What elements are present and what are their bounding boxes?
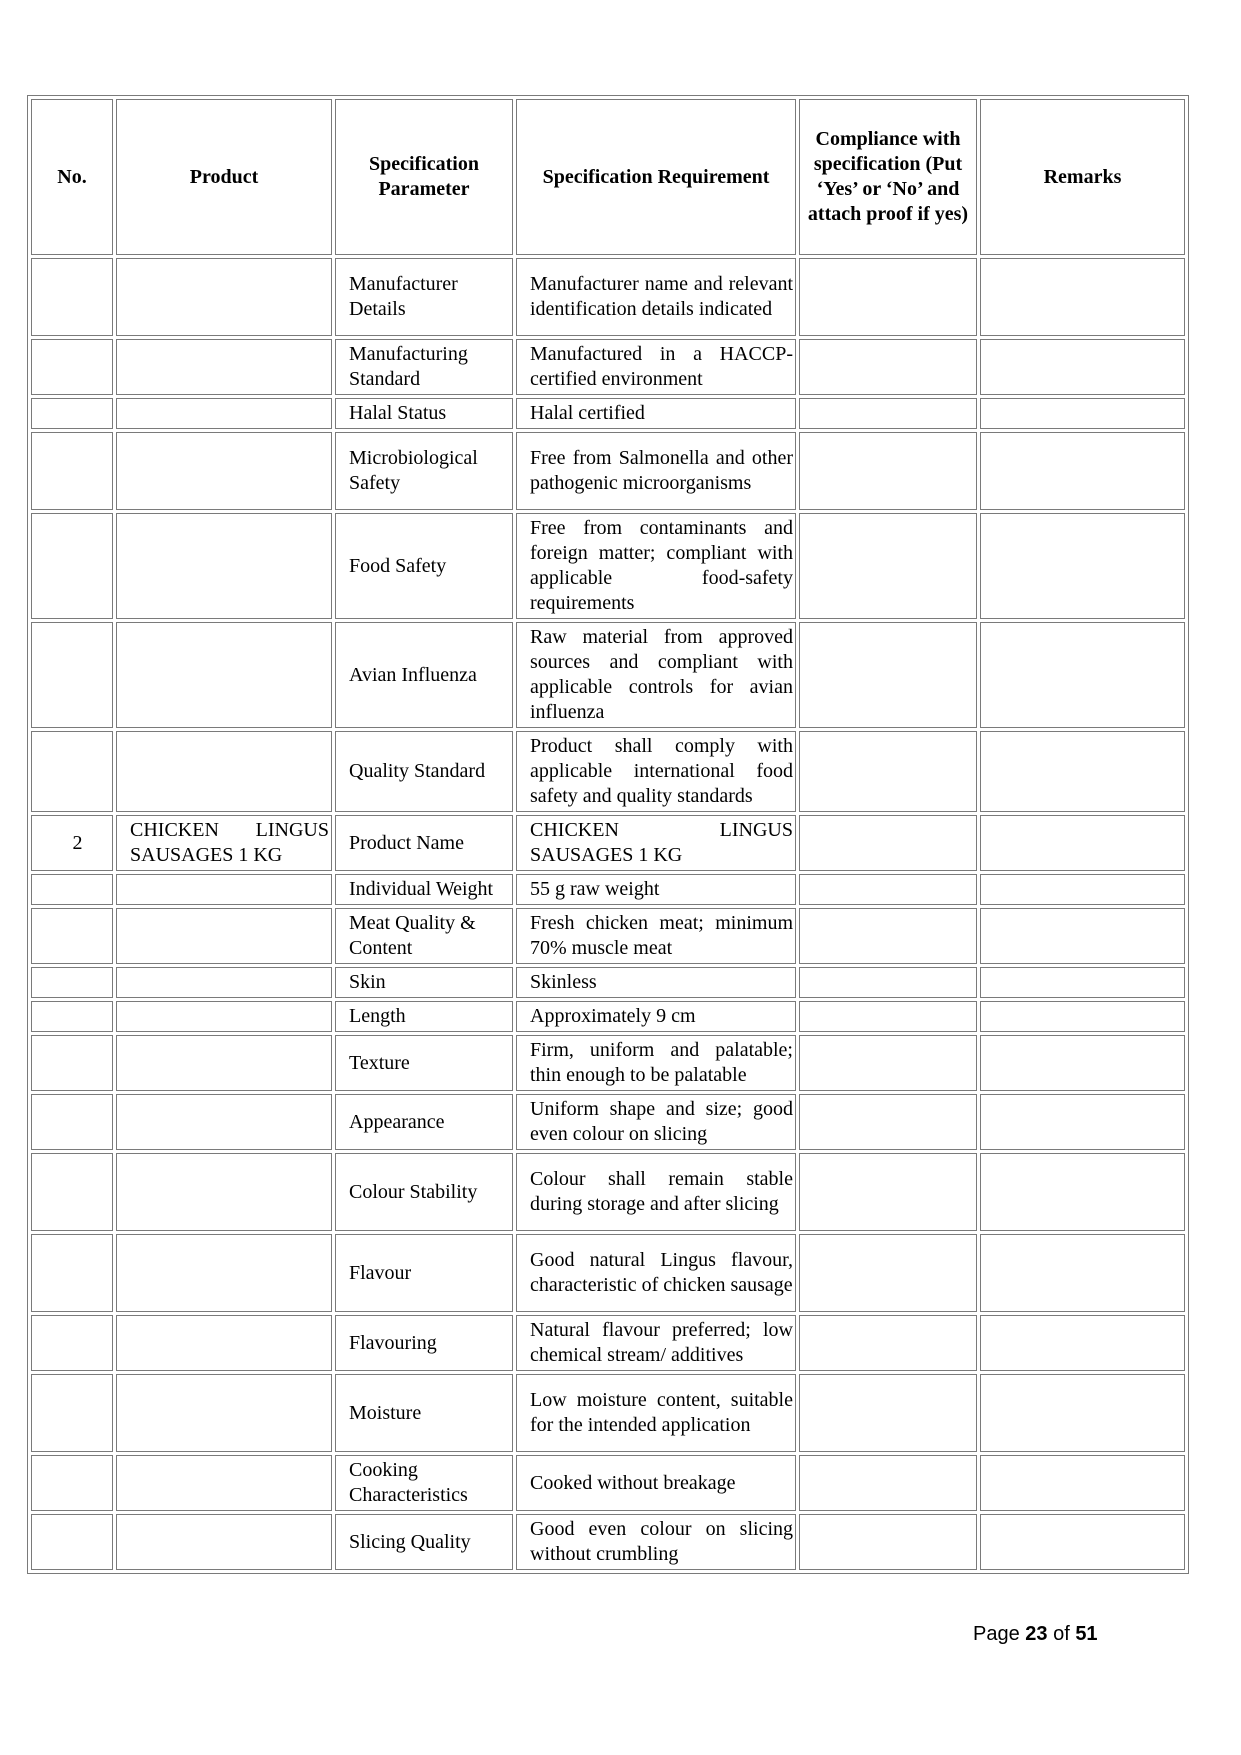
cell-product bbox=[116, 1315, 332, 1371]
cell-compliance bbox=[799, 1455, 977, 1511]
cell-compliance bbox=[799, 398, 977, 429]
cell-requirement: Manufactured in a HACCP-certified environment bbox=[516, 339, 796, 395]
table-body bbox=[31, 258, 1185, 1570]
cell-product: CHICKEN LINGUS SAUSAGES 1 KG bbox=[116, 815, 332, 871]
cell-requirement: Uniform shape and size; good even colour on slicing bbox=[516, 1094, 796, 1150]
cell-product bbox=[116, 513, 332, 619]
cell-parameter: Microbiological Safety bbox=[335, 432, 513, 510]
cell-requirement: Skinless bbox=[516, 967, 796, 998]
cell-parameter: Texture bbox=[335, 1035, 513, 1091]
cell-remarks bbox=[980, 874, 1185, 905]
cell-requirement: Cooked without breakage bbox=[516, 1455, 796, 1511]
table-row bbox=[31, 432, 1185, 510]
cell-product bbox=[116, 432, 332, 510]
cell-parameter: Flavour bbox=[335, 1234, 513, 1312]
cell-compliance bbox=[799, 874, 977, 905]
header-no: No. bbox=[31, 99, 113, 255]
table-row bbox=[31, 513, 1185, 619]
table-row bbox=[31, 1514, 1185, 1570]
table-row bbox=[31, 967, 1185, 998]
header-product: Product bbox=[116, 99, 332, 255]
cell-no: 2 bbox=[31, 815, 113, 871]
cell-product bbox=[116, 1234, 332, 1312]
cell-remarks bbox=[980, 622, 1185, 728]
cell-product bbox=[116, 1035, 332, 1091]
cell-remarks bbox=[980, 1374, 1185, 1452]
cell-no bbox=[31, 1514, 113, 1570]
cell-parameter: Slicing Quality bbox=[335, 1514, 513, 1570]
cell-no bbox=[31, 513, 113, 619]
cell-parameter: Flavouring bbox=[335, 1315, 513, 1371]
cell-parameter: Appearance bbox=[335, 1094, 513, 1150]
cell-compliance bbox=[799, 622, 977, 728]
table-row bbox=[31, 731, 1185, 812]
table-row bbox=[31, 1001, 1185, 1032]
cell-remarks bbox=[980, 398, 1185, 429]
table-row bbox=[31, 1315, 1185, 1371]
cell-remarks bbox=[980, 513, 1185, 619]
cell-parameter: Manufacturer Details bbox=[335, 258, 513, 336]
cell-remarks bbox=[980, 908, 1185, 964]
cell-parameter: Skin bbox=[335, 967, 513, 998]
cell-requirement: Low moisture content, suitable for the intended application bbox=[516, 1374, 796, 1452]
cell-no bbox=[31, 967, 113, 998]
cell-requirement: Raw material from approved sources and compliant with applicable controls for avian influenza bbox=[516, 622, 796, 728]
table-row bbox=[31, 874, 1185, 905]
table-row bbox=[31, 1374, 1185, 1452]
cell-no bbox=[31, 339, 113, 395]
table-row bbox=[31, 1035, 1185, 1091]
footer-total-pages: 51 bbox=[1075, 1623, 1098, 1645]
cell-remarks bbox=[980, 731, 1185, 812]
cell-compliance bbox=[799, 1234, 977, 1312]
cell-requirement: Free from Salmonella and other pathogenic microorganisms bbox=[516, 432, 796, 510]
cell-compliance bbox=[799, 1315, 977, 1371]
cell-no bbox=[31, 1153, 113, 1231]
cell-requirement: CHICKEN LINGUS SAUSAGES 1 KG bbox=[516, 815, 796, 871]
cell-parameter: Manufacturing Standard bbox=[335, 339, 513, 395]
cell-product bbox=[116, 1001, 332, 1032]
table-row bbox=[31, 815, 1185, 871]
cell-requirement: Natural flavour preferred; low chemical stream/ additives bbox=[516, 1315, 796, 1371]
table-row bbox=[31, 1094, 1185, 1150]
cell-compliance bbox=[799, 258, 977, 336]
cell-requirement: Fresh chicken meat; minimum 70% muscle meat bbox=[516, 908, 796, 964]
cell-no bbox=[31, 1455, 113, 1511]
specification-table bbox=[27, 95, 1189, 1574]
cell-no bbox=[31, 1374, 113, 1452]
cell-product bbox=[116, 622, 332, 728]
cell-product bbox=[116, 908, 332, 964]
cell-compliance bbox=[799, 731, 977, 812]
cell-compliance bbox=[799, 339, 977, 395]
cell-no bbox=[31, 398, 113, 429]
cell-parameter: Individual Weight bbox=[335, 874, 513, 905]
cell-product bbox=[116, 874, 332, 905]
header-row bbox=[31, 99, 1185, 255]
cell-remarks bbox=[980, 1234, 1185, 1312]
cell-parameter: Food Safety bbox=[335, 513, 513, 619]
cell-remarks bbox=[980, 815, 1185, 871]
cell-parameter: Colour Stability bbox=[335, 1153, 513, 1231]
cell-remarks bbox=[980, 967, 1185, 998]
cell-requirement: Firm, uniform and palatable; thin enough to be palatable bbox=[516, 1035, 796, 1091]
header-parameter: Specification Parameter bbox=[335, 99, 513, 255]
table-row bbox=[31, 1455, 1185, 1511]
cell-compliance bbox=[799, 1001, 977, 1032]
cell-parameter: Product Name bbox=[335, 815, 513, 871]
table-row bbox=[31, 398, 1185, 429]
table-row bbox=[31, 1234, 1185, 1312]
cell-no bbox=[31, 908, 113, 964]
cell-no bbox=[31, 1001, 113, 1032]
cell-remarks bbox=[980, 1035, 1185, 1091]
cell-product bbox=[116, 1514, 332, 1570]
cell-no bbox=[31, 622, 113, 728]
cell-remarks bbox=[980, 1315, 1185, 1371]
cell-parameter: Length bbox=[335, 1001, 513, 1032]
table-row bbox=[31, 1153, 1185, 1231]
page-footer bbox=[973, 1623, 1098, 1646]
cell-product bbox=[116, 1455, 332, 1511]
cell-parameter: Avian Influenza bbox=[335, 622, 513, 728]
cell-requirement: Colour shall remain stable during storage and after slicing bbox=[516, 1153, 796, 1231]
cell-compliance bbox=[799, 908, 977, 964]
cell-product bbox=[116, 258, 332, 336]
table-row bbox=[31, 258, 1185, 336]
cell-parameter: Moisture bbox=[335, 1374, 513, 1452]
footer-prefix: Page bbox=[973, 1623, 1026, 1645]
cell-compliance bbox=[799, 815, 977, 871]
cell-product bbox=[116, 398, 332, 429]
cell-requirement: Halal certified bbox=[516, 398, 796, 429]
cell-remarks bbox=[980, 1094, 1185, 1150]
cell-product bbox=[116, 339, 332, 395]
cell-no bbox=[31, 874, 113, 905]
cell-remarks bbox=[980, 339, 1185, 395]
header-compliance: Compliance with specification (Put ‘Yes’ or ‘No’ and attach proof if yes) bbox=[799, 99, 977, 255]
cell-remarks bbox=[980, 1455, 1185, 1511]
header-requirement: Specification Requirement bbox=[516, 99, 796, 255]
cell-parameter: Cooking Characteristics bbox=[335, 1455, 513, 1511]
cell-compliance bbox=[799, 967, 977, 998]
cell-no bbox=[31, 731, 113, 812]
cell-product bbox=[116, 731, 332, 812]
cell-remarks bbox=[980, 258, 1185, 336]
cell-requirement: Product shall comply with applicable international food safety and quality standards bbox=[516, 731, 796, 812]
header-remarks: Remarks bbox=[980, 99, 1185, 255]
cell-product bbox=[116, 1094, 332, 1150]
cell-requirement: Good natural Lingus flavour, characteristic of chicken sausage bbox=[516, 1234, 796, 1312]
footer-current-page: 23 bbox=[1025, 1623, 1048, 1645]
cell-no bbox=[31, 258, 113, 336]
cell-parameter: Quality Standard bbox=[335, 731, 513, 812]
cell-no bbox=[31, 1234, 113, 1312]
cell-no bbox=[31, 1315, 113, 1371]
cell-compliance bbox=[799, 1374, 977, 1452]
cell-product bbox=[116, 1153, 332, 1231]
cell-requirement: Approximately 9 cm bbox=[516, 1001, 796, 1032]
cell-compliance bbox=[799, 1094, 977, 1150]
footer-of: of bbox=[1047, 1623, 1076, 1645]
cell-remarks bbox=[980, 432, 1185, 510]
cell-no bbox=[31, 432, 113, 510]
cell-remarks bbox=[980, 1153, 1185, 1231]
cell-requirement: Free from contaminants and foreign matter; compliant with applicable food-safety requirements bbox=[516, 513, 796, 619]
cell-compliance bbox=[799, 1153, 977, 1231]
cell-product bbox=[116, 967, 332, 998]
cell-parameter: Meat Quality & Content bbox=[335, 908, 513, 964]
cell-no bbox=[31, 1035, 113, 1091]
table-row bbox=[31, 622, 1185, 728]
cell-requirement: 55 g raw weight bbox=[516, 874, 796, 905]
cell-remarks bbox=[980, 1001, 1185, 1032]
cell-compliance bbox=[799, 1514, 977, 1570]
table-row bbox=[31, 339, 1185, 395]
cell-parameter: Halal Status bbox=[335, 398, 513, 429]
cell-remarks bbox=[980, 1514, 1185, 1570]
cell-no bbox=[31, 1094, 113, 1150]
cell-compliance bbox=[799, 513, 977, 619]
cell-product bbox=[116, 1374, 332, 1452]
table-row bbox=[31, 908, 1185, 964]
cell-compliance bbox=[799, 432, 977, 510]
cell-compliance bbox=[799, 1035, 977, 1091]
cell-requirement: Good even colour on slicing without crumbling bbox=[516, 1514, 796, 1570]
cell-requirement: Manufacturer name and relevant identification details indicated bbox=[516, 258, 796, 336]
